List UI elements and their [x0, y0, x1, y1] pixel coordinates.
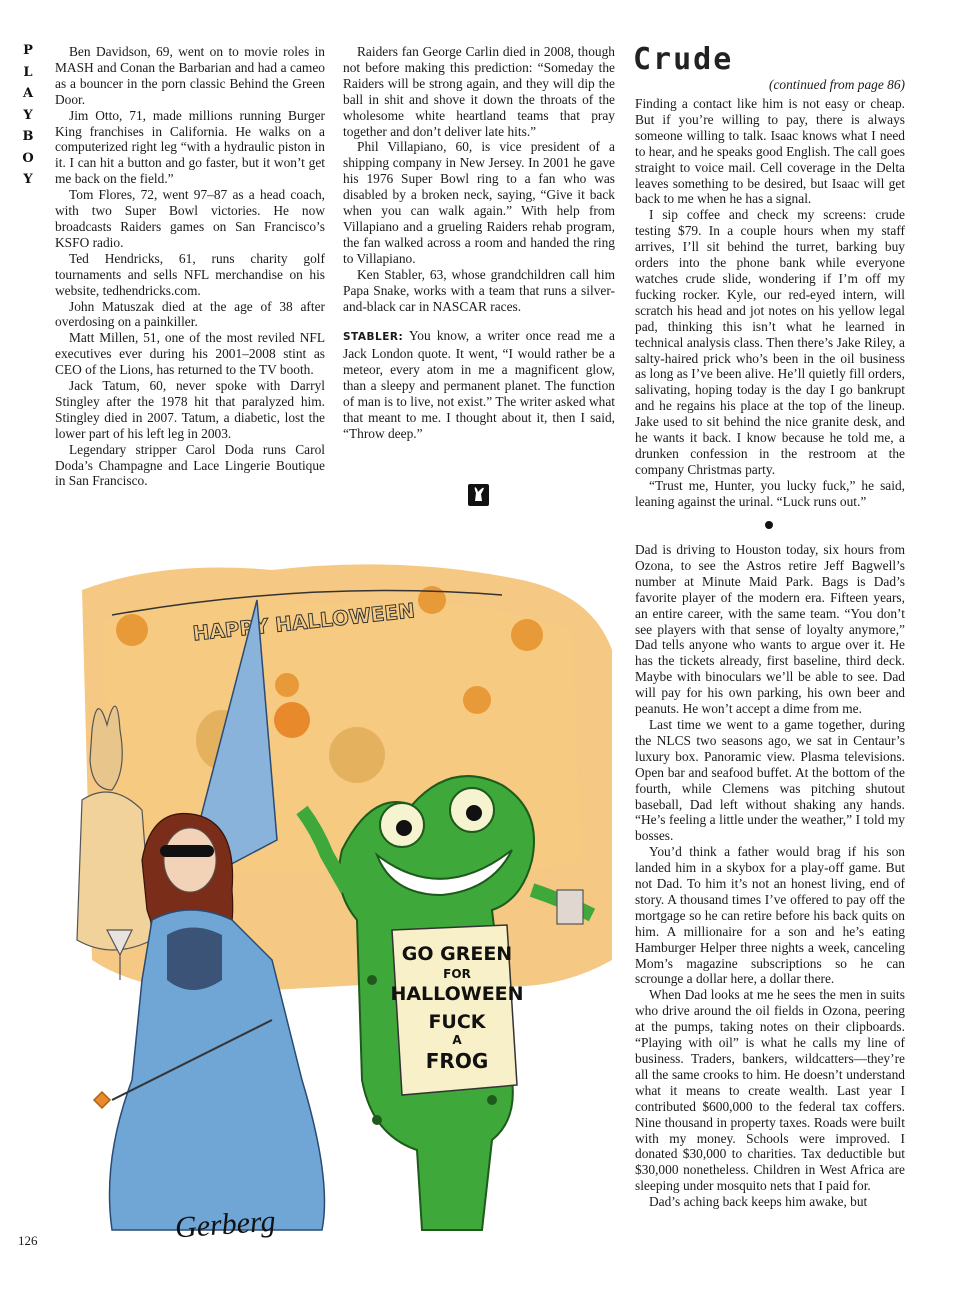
paragraph: Tom Flores, 72, went 97–87 as a head coach, with two Super Bowl victories. He now broadcasts Raiders games on San Francisco’s KSFO radio. — [55, 187, 325, 250]
paragraph: Phil Villapiano, 60, is vice president of a shipping company in New Jersey. In 2001 he gave his 1976 Super Bowl ring to a fan who was disabled by a broken neck, saying, “Give it back when you can walk again.” With help from Villapiano and a grueling Raiders rehab program, the fan walked across a room and handed the ring to Villapiano. — [343, 139, 615, 266]
paragraph: John Matuszak died at the age of 38 after overdosing on a painkiller. — [55, 298, 325, 330]
section-title: Crude — [633, 42, 734, 77]
column-crude-bottom — [635, 542, 905, 1210]
paragraph: Raiders fan George Carlin died in 2008, though not before making this prediction: “Someday the Raiders will be strong again, and they will dip the ball in shit and shove it down the throats of the wholesome white heartland teams that pray together and don’t deliver late hits.” — [343, 44, 615, 139]
column-crude-top — [635, 96, 905, 510]
paragraph: Legendary stripper Carol Doda runs Carol Doda’s Champagne and Lace Lingerie Boutique in San Francisco. — [55, 441, 325, 489]
paragraph: Dad is driving to Houston today, six hours from Ozona, to see the Astros retire Jeff Bagwell’s number at Minute Maid Park. Bags is Dad’s favorite player of the modern era. Fifteen years, an entire career, with the same team. “You don’t see players with that sense of loyalty anymore,” Dad tells anyone who wants to argue over it. He has the tickets already, first baseline, third deck. Maybe with binoculars we’ll be able to see. Dad will pay for his own parking, his own beer and peanuts. He won’t accept a dime from me. — [635, 542, 905, 717]
artist-signature: Gerberg — [173, 1204, 277, 1245]
qa-paragraph — [343, 328, 615, 441]
paragraph: Jack Tatum, 60, never spoke with Darryl Stingley after the 1978 hit that paralyzed him. Stingley died in 2007. Tatum, a diabetic, lost the lower part of his left leg in 2003. — [55, 378, 325, 441]
qa-answer: You know, a writer once read me a Jack London quote. It went, “I would rather be a meteor, every atom in me a magnificent glow, than a sleepy and permanent planet. The function of man is to live, not exist.” The writer asked what that meant to me. I thought about it, then I said, “Throw deep.” — [343, 328, 615, 441]
end-mark-icon — [468, 484, 489, 506]
paragraph: I sip coffee and check my screens: crude testing $79. In a couple hours when my staff arrives, I’ll sit behind the turret, barking buy orders into the phone bank while everyone watches crude slide, wondering if I’m off my fucking rocker. Kyle, our red-eyed intern, will scratch his head and jot notes on his yellow legal pad, thinking this isn’t what he learned in technical analysis class. Then there’s Jake Riley, a salty-haired prick who’s been in the oil business as long as I’ve been alive. He’ll quietly fill orders, salivating, hoping today is the day I go bankrupt and he regains his place at the top of the lineup. Jake used to sit behind the nice granite desk, and he wants it back. I know because he told me, a drunken confession in the restroom at the company Christmas party. — [635, 207, 905, 477]
sign-line: HALLOWEEN — [390, 983, 524, 1005]
sign-line: FUCK — [428, 1011, 486, 1033]
column-raiders-continued — [343, 44, 615, 442]
paragraph: Ted Hendricks, 61, runs charity golf tournaments and sells NFL merchandise on his website, tedhendricks.com. — [55, 250, 325, 298]
section-break-bullet — [765, 521, 773, 529]
paragraph: Jim Otto, 71, made millions running Burger King franchises in California. He walks on a computerized right leg “with a hydraulic piston in it. I can hit a button and go faster, but it won’t get me back on the field.” — [55, 107, 325, 187]
paragraph: When Dad looks at me he sees the men in suits who drive around the oil fields in Ozona, peering at the pumps, taking notes on their clipboards. “Playing with oil” is what he calls my line of business. Traders, bankers, wildcatters—they’re all the same crooks to him. He doesn’t understand what it means to create wealth. Last year I contributed $600,000 to the federal tax coffers. Nine thousand in property taxes. Roads were built with my money. Schools were improved. I donated $30,000 to charities. Tax deductible but $30,000 nonetheless. Children in West Africa are sleeping under mosquito nets that I paid for. — [635, 987, 905, 1194]
sign-line: FOR — [443, 967, 471, 981]
sign-line: FROG — [425, 1049, 489, 1073]
continued-note: (continued from page 86) — [769, 77, 905, 92]
masthead-vertical: P L A Y B O Y — [22, 43, 36, 187]
paragraph: Ben Davidson, 69, went on to movie roles in MASH and Conan the Barbarian and had a cameo as a bouncer in the porn classic Behind the Green Door. — [55, 44, 325, 107]
paragraph: Ken Stabler, 63, whose grandchildren call him Papa Snake, works with a team that runs a silver-and-black car in NASCAR races. — [343, 266, 615, 314]
halloween-cartoon — [72, 560, 622, 1250]
paragraph: Finding a contact like him is not easy or cheap. But if you’re willing to pay, there is always someone willing to talk. Isaac knows what I need to hear, and he speaks good English. The call goes straight to voice mail. Cell coverage in the Delta leaves something to be desired, but Isaac will get back to me when he has a signal. — [635, 96, 905, 207]
speaker-label: STABLER: — [343, 331, 404, 344]
sign-line: A — [452, 1033, 462, 1047]
paragraph: Last time we went to a game together, during the NLCS two seasons ago, we sat in Centaur’s luxury box. Panoramic view. Plasma televisions. Open bar and seafood buffet. At the bottom of the fourth, while Clemens was pitching shutout baseball, Dad left without shaking any hands. “He’s feeling a little under the weather,” I told my bosses. — [635, 716, 905, 844]
paragraph: “Trust me, Hunter, you lucky fuck,” he said, leaning against the urinal. “Luck runs out.” — [635, 477, 905, 509]
banner-text: HAPPY HALLOWEEN — [191, 598, 416, 646]
page-number: 126 — [18, 1233, 38, 1248]
paragraph: You’d think a father would brag if his son landed him in a skybox for a play-off game. But not Dad. To him it’s not an honest living, end of story. A thousand times I’ve offered to pay off the mortgage so he can retire before his back quits on him. A millionaire for a son and he’s eating Hamburger Helper three nights a week, canceling Mom’s magazine subscriptions so he can scrounge a dollar here, a dollar there. — [635, 844, 905, 987]
paragraph: Matt Millen, 51, one of the most reviled NFL executives ever during his 2001–2008 stint as CEO of the Lions, has returned to the TV booth. — [55, 330, 325, 378]
column-where-are-they-now — [55, 44, 325, 489]
paragraph: Dad’s aching back keeps him awake, but — [649, 1194, 868, 1210]
sign-line: GO GREEN — [401, 943, 513, 965]
